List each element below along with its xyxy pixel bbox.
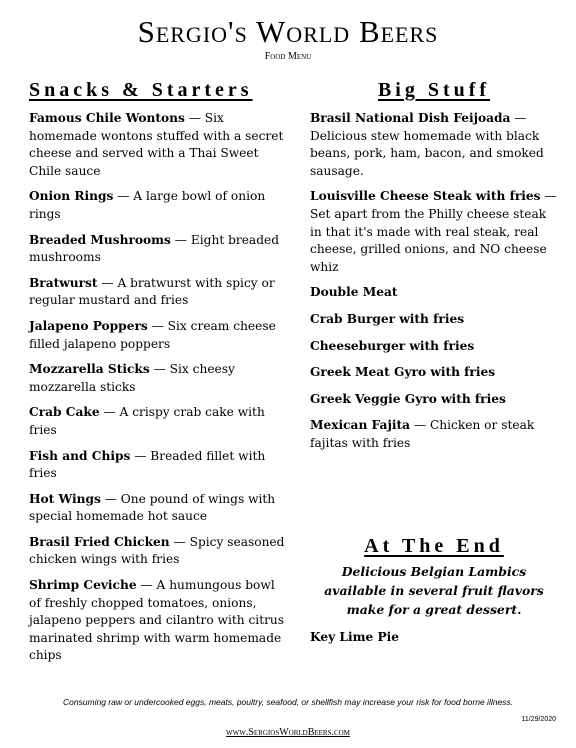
big-stuff-heading: Big Stuff: [377, 79, 491, 101]
menu-item-description: — A bratwurst with spicy or regular mustard and fries: [29, 275, 275, 308]
menu-item-name: Bratwurst: [29, 275, 98, 290]
menu-item-name: Key Lime Pie: [310, 630, 400, 644]
menu-item-description: — Six homemade wontons stuffed with a secret cheese and served with a Thai Sweet Chile sauce: [29, 111, 284, 178]
snacks-list: [29, 110, 287, 665]
menu-item: [310, 188, 558, 276]
menu-item: [310, 338, 558, 356]
menu-item-description: — Delicious stew homemade with black beans, pork, ham, bacon, and smoked sausage.: [310, 111, 544, 178]
menu-item: [29, 318, 287, 353]
menu-item-description: — Set apart from the Philly cheese steak in that it's made with real steak, real cheese, grilled onions, and NO cheese whiz: [310, 189, 557, 274]
food-safety-disclaimer: Consuming raw or undercooked eggs, meats, poultry, seafood, or shellfish may increase your risk for food borne illness.: [62, 697, 514, 707]
big-stuff-column: [310, 78, 558, 461]
menu-item-description: — A large bowl of onion rings: [29, 189, 266, 221]
menu-item-name: Shrimp Ceviche: [29, 578, 137, 593]
menu-item-name: Hot Wings: [29, 491, 101, 506]
menu-item: [29, 361, 287, 396]
menu-date: 11/29/2020: [521, 716, 556, 723]
dessert-list: [310, 629, 558, 647]
menu-item-description: — Chicken or steak fajitas with fries: [310, 418, 535, 450]
menu-item-name: Mexican Fajita: [310, 418, 411, 433]
menu-item: [29, 275, 287, 310]
menu-item-name: Jalapeno Poppers: [29, 318, 148, 333]
menu-item-name: Mozzarella Sticks: [29, 362, 150, 377]
menu-item-description: — Spicy seasoned chicken wings with fries: [29, 534, 285, 567]
big-stuff-list: [310, 110, 558, 453]
menu-item-name: Famous Chile Wontons: [29, 111, 185, 125]
menu-item-name: Brasil Fried Chicken: [29, 534, 170, 549]
menu-item-description: — Breaded fillet with fries: [29, 448, 266, 481]
menu-item-description: — One pound of wings with special homemade hot sauce: [29, 491, 276, 524]
website-link[interactable]: www.SergiosWorldBeers.com: [226, 727, 350, 738]
menu-title: Sergio's World Beers: [137, 14, 439, 49]
dessert-description: Delicious Belgian Lambics available in several fruit flavors make for a great dessert.: [324, 564, 544, 617]
menu-item: [29, 110, 287, 180]
menu-item: [29, 534, 287, 569]
menu-item: [310, 284, 558, 302]
menu-item-name: Cheeseburger with fries: [310, 338, 475, 353]
snacks-heading: Snacks & Starters: [29, 79, 253, 101]
menu-item-name: Breaded Mushrooms: [29, 232, 171, 247]
menu-item: [310, 629, 558, 647]
menu-item: [310, 311, 558, 329]
menu-item: [29, 491, 287, 526]
menu-subtitle: Food Menu: [264, 51, 312, 62]
menu-item: [29, 232, 287, 267]
menu-item: [29, 404, 287, 439]
snacks-column: [29, 78, 287, 673]
menu-item-description: — A humungous bowl of freshly chopped tomatoes, onions, jalapeno peppers and cilantro with citrus marinated shrimp with warm homemade chips: [29, 578, 285, 663]
menu-item-name: Louisville Cheese Steak with fries: [310, 189, 541, 204]
menu-item: [310, 364, 558, 382]
menu-item: [310, 417, 558, 452]
menu-item: [310, 391, 558, 409]
menu-item: [310, 110, 558, 180]
menu-item-name: Onion Rings: [29, 189, 114, 204]
menu-item-description: — Eight breaded mushrooms: [29, 232, 280, 265]
menu-item-description: — Six cheesy mozzarella sticks: [29, 362, 235, 394]
menu-item-description: — A crispy crab cake with fries: [29, 405, 265, 437]
menu-item-name: Fish and Chips: [29, 448, 131, 463]
menu-item-description: — Six cream cheese filled jalapeno poppers: [29, 318, 276, 351]
menu-item: [29, 577, 287, 665]
menu-item-name: Brasil National Dish Feijoada: [310, 111, 511, 125]
menu-item-name: Greek Veggie Gyro with fries: [310, 391, 506, 406]
at-the-end-heading: At The End: [364, 535, 504, 557]
menu-item: [29, 188, 287, 223]
menu-item-name: Double Meat: [310, 285, 398, 300]
menu-item-name: Crab Cake: [29, 405, 100, 420]
menu-item-name: Greek Meat Gyro with fries: [310, 365, 496, 380]
menu-item-name: Crab Burger with fries: [310, 311, 465, 326]
menu-item: [29, 448, 287, 483]
at-the-end-section: [310, 534, 558, 656]
